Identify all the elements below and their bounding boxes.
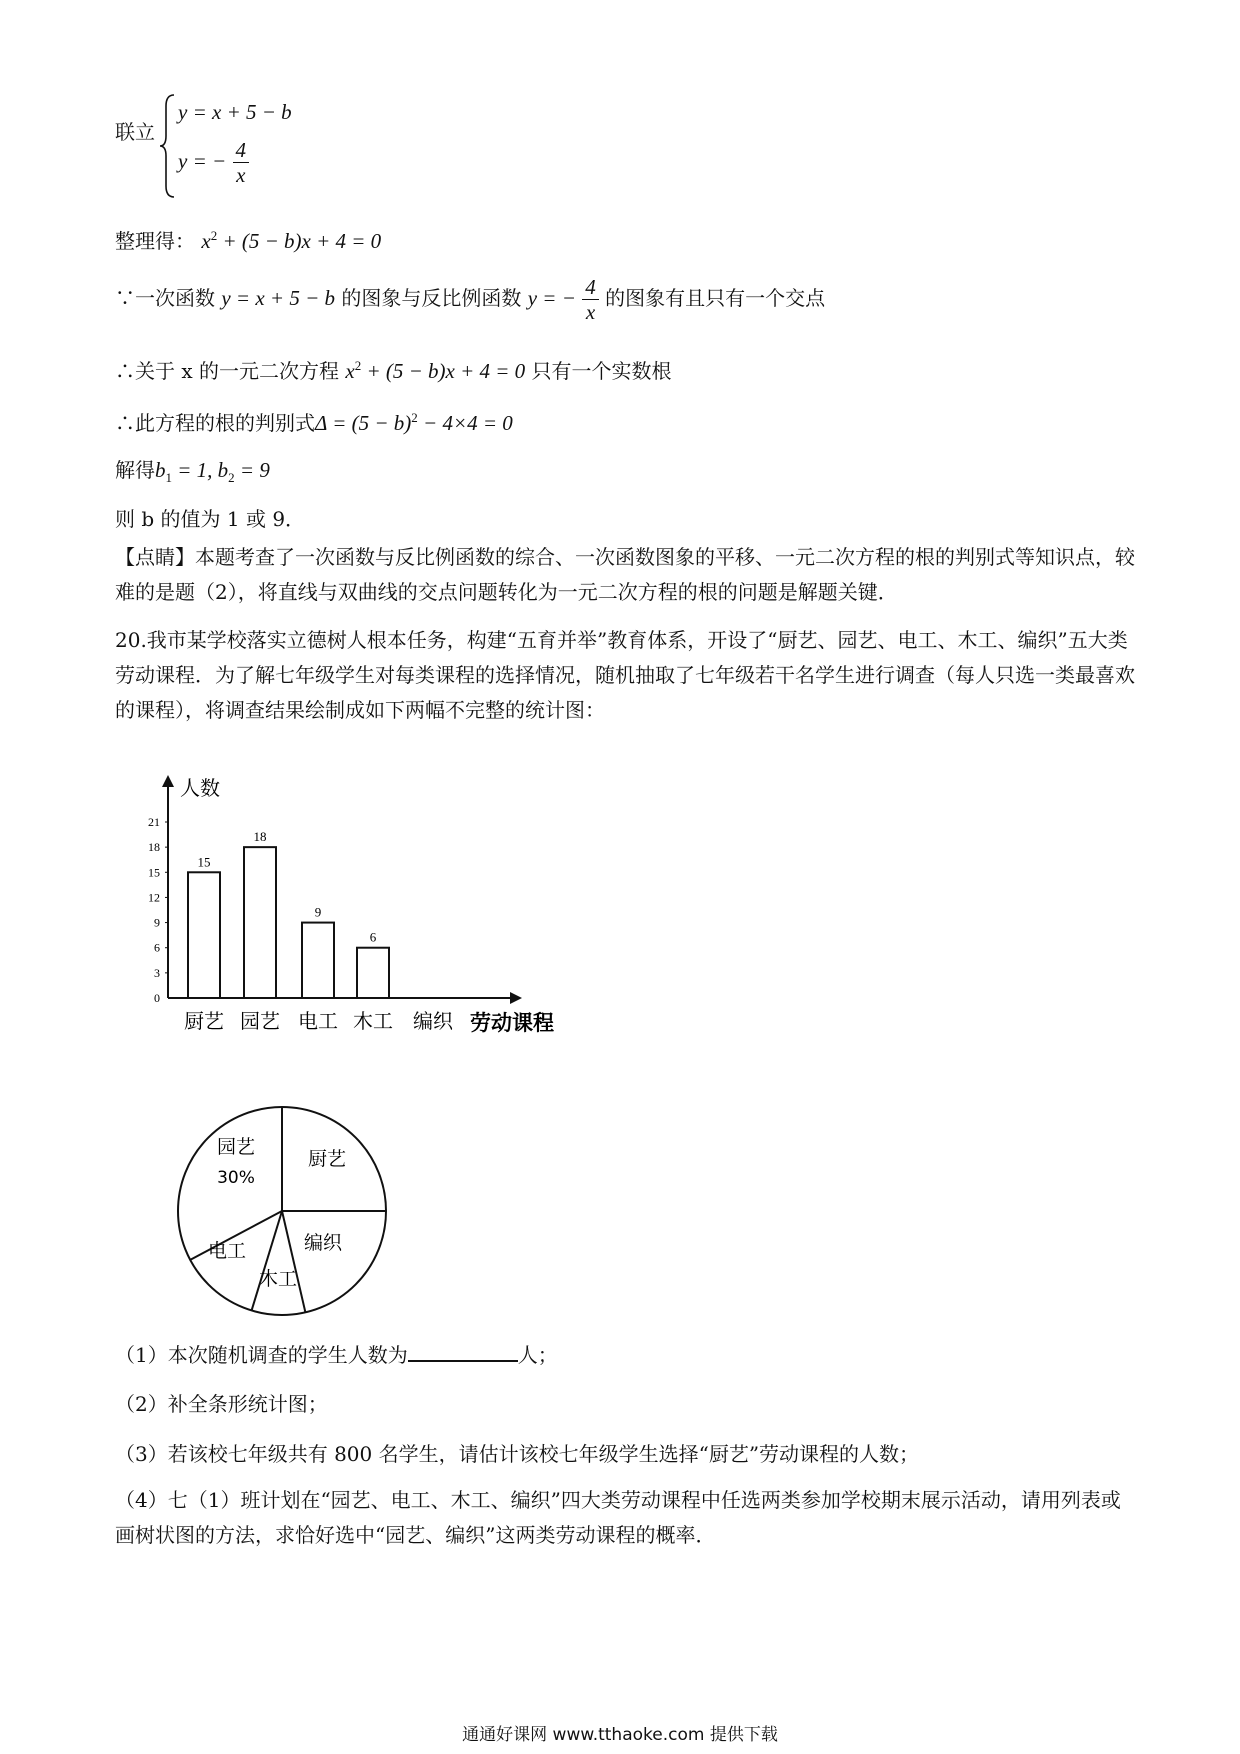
system-equation-1: y = x + 5 − b <box>178 100 292 124</box>
system-equation-2 <box>178 138 249 187</box>
discriminant-b: − 4×4 = 0 <box>417 411 513 435</box>
y-axis-label: 人数 <box>180 776 220 800</box>
x-axis-label: 劳动课程 <box>470 1010 554 1035</box>
problem-stem: 20.我市某学校落实立德树人根本任务，构建“五育并举”教育体系，开设了“厨艺、园艺、电工、木工、编织”五大类劳动课程．为了解七年级学生对每类课程的选择情况，随机抽取了七年级若干名学生进行调查（每人只选一类最喜欢的课程），将调查结果绘制成如下两幅不完整的统计图： <box>115 628 1135 722</box>
because-lhs: y = − <box>527 286 576 310</box>
therefore-1-x: x <box>345 359 355 383</box>
pie-percentage-label: 30% <box>217 1168 255 1188</box>
bar-2 <box>244 847 276 998</box>
question-1-text: （1）本次随机调查的学生人数为 <box>115 1343 408 1367</box>
zhengli-exponent: 2 <box>210 228 218 243</box>
solve-prefix: 解得 <box>115 458 155 482</box>
fraction-numerator: 4 <box>582 275 599 300</box>
y-tick-label: 21 <box>148 815 160 829</box>
x-category-label: 木工 <box>353 1009 393 1033</box>
x-category-label: 电工 <box>298 1009 338 1033</box>
system-eq2-lhs: y = − <box>178 149 227 173</box>
result-line: 则 b 的值为 1 或 9． <box>115 507 306 531</box>
system-eq2-fraction <box>233 138 250 187</box>
comment-paragraph: 【点睛】本题考查了一次函数与反比例函数的综合、一次函数图象的平移、一元二次方程的根的判别式等知识点，较难的是题（2），将直线与双曲线的交点问题转化为一元二次方程的根的问题是解题关键． <box>115 545 1135 604</box>
because-fraction <box>582 275 599 324</box>
bar-3 <box>302 923 334 998</box>
because-suffix: 的图象有且只有一个交点 <box>598 286 826 310</box>
solve-rest: = 9 <box>234 458 270 482</box>
because-prefix: ∵一次函数 <box>115 286 222 310</box>
x-category-label: 厨艺 <box>184 1009 224 1033</box>
question-4: （4）七（1）班计划在“园艺、电工、木工、编织”四大类劳动课程中任选两类参加学校期末展示活动，请用列表或画树状图的方法，求恰好选中“园艺、编织”这两类劳动课程的概率． <box>115 1488 1121 1547</box>
zhengli-x: x <box>201 229 211 253</box>
solve-sub1: 1 <box>165 470 172 486</box>
system-brace <box>158 92 178 200</box>
therefore-1-exponent: 2 <box>354 358 362 373</box>
bar-chart <box>140 755 640 1040</box>
pie-slice-label: 电工 <box>207 1240 247 1262</box>
pie-slice-label: 园艺 <box>216 1136 256 1158</box>
because-middle: 的图象与反比例函数 <box>335 286 528 310</box>
x-axis-arrow <box>510 992 522 1004</box>
therefore-2-prefix: ∴此方程的根的判别式 <box>115 411 315 435</box>
pie-chart <box>155 1085 410 1340</box>
question-1 <box>115 1340 558 1369</box>
pie-slice-label: 编织 <box>303 1232 343 1254</box>
x-category-label: 园艺 <box>240 1009 280 1033</box>
solve-line <box>115 456 270 492</box>
question-1-answer-blank <box>408 1340 518 1362</box>
bar-value-label: 15 <box>197 854 211 870</box>
zhengli-line <box>115 222 381 255</box>
solve-middle: = 1, b <box>172 458 229 482</box>
therefore-1-prefix: ∴关于 x 的一元二次方程 <box>115 359 346 383</box>
y-tick-label: 18 <box>148 840 160 855</box>
zhengli-rest: + (5 − b)x + 4 = 0 <box>217 229 382 253</box>
y-tick-label: 6 <box>154 940 160 955</box>
therefore-line-1 <box>115 352 672 385</box>
therefore-1-suffix: 只有一个实数根 <box>525 359 672 383</box>
question-3: （3）若该校七年级共有 800 名学生，请估计该校七年级学生选择“厨艺”劳动课程的人数； <box>115 1442 920 1466</box>
y-tick-label: 3 <box>154 965 160 980</box>
y-tick-label: 12 <box>148 890 160 905</box>
y-axis-arrow <box>162 775 174 787</box>
because-linear-function: y = x + 5 − b <box>221 286 336 310</box>
bar-value-label: 18 <box>253 829 267 845</box>
zhengli-label: 整理得： <box>115 229 195 253</box>
pie-slice-label: 厨艺 <box>307 1148 347 1170</box>
bar-value-label: 6 <box>369 929 377 945</box>
fraction-denominator: x <box>236 163 246 187</box>
solve-sub2: 2 <box>228 470 235 486</box>
therefore-1-equation: + (5 − b)x + 4 = 0 <box>361 359 526 383</box>
bar-value-label: 9 <box>314 904 322 920</box>
discriminant-exponent: 2 <box>411 410 418 425</box>
discriminant-a: Δ = (5 − b) <box>315 411 412 435</box>
fraction-numerator: 4 <box>233 138 250 163</box>
pie-slice-label: 木工 <box>258 1268 298 1290</box>
y-tick-label: 15 <box>148 865 160 880</box>
bar-4 <box>357 948 389 998</box>
x-category-label: 编织 <box>413 1009 453 1033</box>
bar-1 <box>188 872 220 998</box>
y-tick-label: 9 <box>154 915 160 930</box>
question-1-unit: 人； <box>517 1343 558 1367</box>
y-tick-label: 0 <box>154 991 160 1005</box>
because-line <box>115 275 825 324</box>
footer-source: 通通好课网 www.tthaoke.com 提供下载 <box>462 1725 778 1745</box>
question-2: （2）补全条形统计图； <box>115 1392 328 1416</box>
solve-b1: b <box>155 458 166 482</box>
system-label-line <box>115 118 155 146</box>
fraction-denominator: x <box>585 300 596 324</box>
therefore-line-2 <box>115 404 513 437</box>
lianli-label: 联立 <box>115 120 155 144</box>
